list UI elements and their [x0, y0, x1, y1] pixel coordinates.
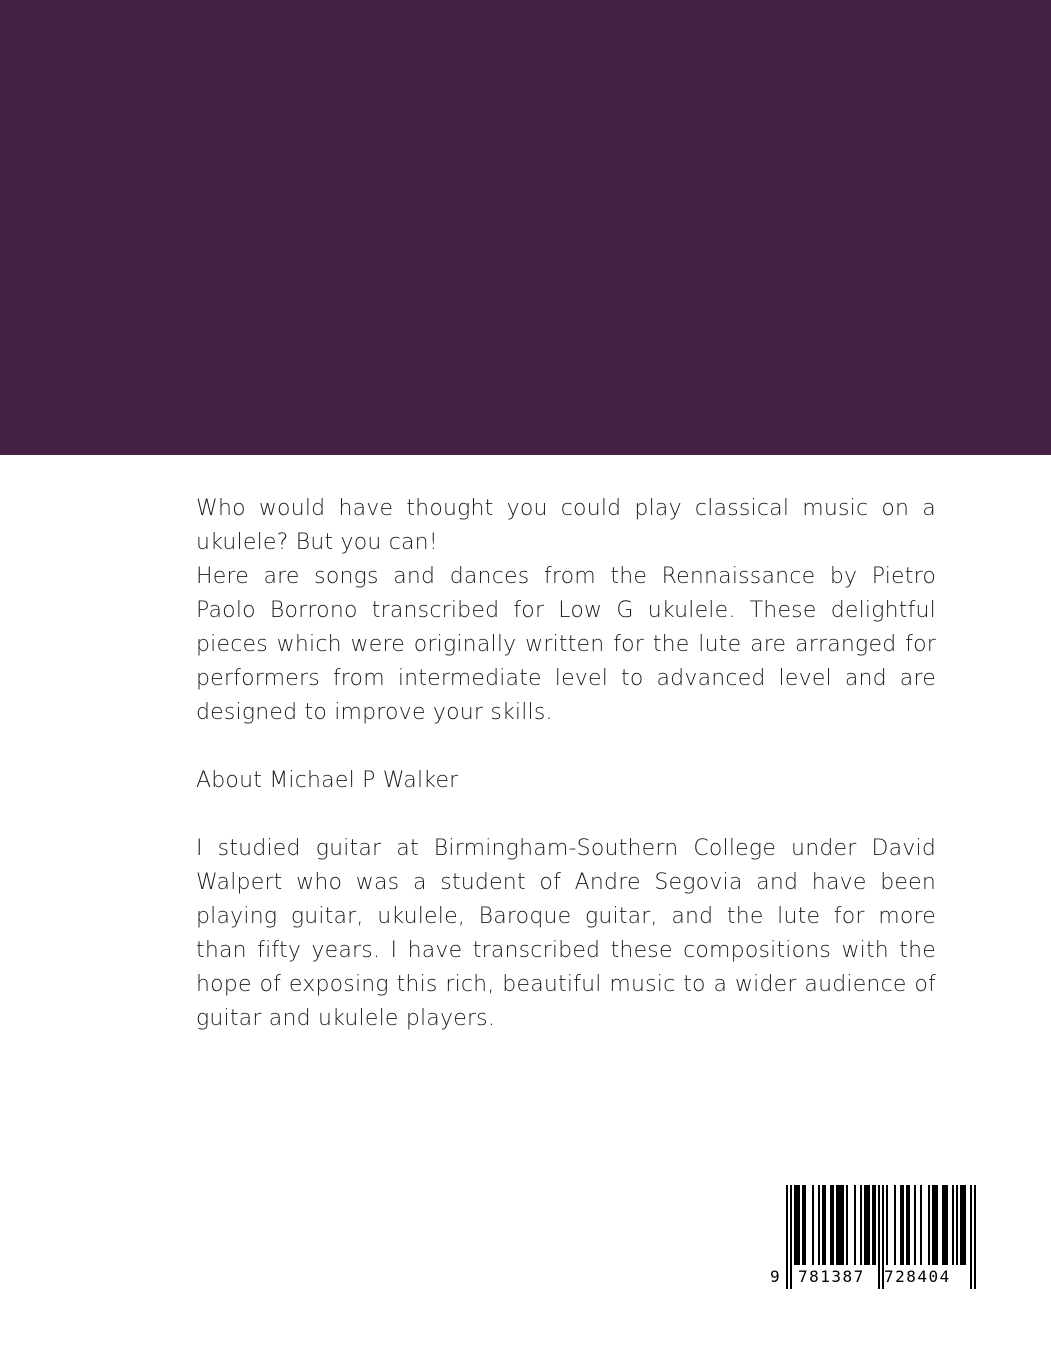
barcode-bar: [960, 1185, 962, 1265]
barcode-right-digits: 728404: [884, 1267, 951, 1286]
barcode-bar: [936, 1185, 938, 1265]
barcode-bar: [952, 1185, 954, 1265]
barcode-bar: [920, 1185, 922, 1265]
barcode-bar: [956, 1185, 958, 1265]
barcode-bar: [830, 1185, 832, 1265]
barcode-bar: [832, 1185, 834, 1265]
barcode-bar: [812, 1185, 814, 1265]
barcode-bar: [822, 1185, 824, 1265]
barcode-bar: [894, 1185, 896, 1265]
barcode-bar: [796, 1185, 798, 1265]
back-cover-text: [196, 492, 936, 1036]
barcode-bar: [860, 1185, 862, 1265]
barcode-bar: [900, 1185, 902, 1265]
barcode-bar: [934, 1185, 936, 1265]
barcode-bar: [932, 1185, 934, 1265]
barcode-bar: [942, 1185, 944, 1265]
barcode-first-digit: 9: [770, 1267, 780, 1286]
barcode-bar: [824, 1185, 826, 1265]
barcode-left-digits: 781387: [798, 1267, 865, 1286]
barcode-bar: [802, 1185, 804, 1265]
barcode-bar: [874, 1185, 876, 1265]
barcode-bar: [854, 1185, 856, 1265]
barcode-bar: [928, 1185, 930, 1265]
barcode-bar: [902, 1185, 904, 1265]
barcode-bar: [840, 1185, 842, 1265]
about-heading: About Michael P Walker: [196, 768, 459, 793]
intro-paragraph: Who would have thought you could play classical music on a ukulele? But you can!: [196, 496, 936, 555]
barcode-bar: [864, 1185, 866, 1265]
barcode-bar: [794, 1185, 796, 1265]
barcode-bar: [838, 1185, 840, 1265]
barcode-bar: [842, 1185, 844, 1265]
isbn-barcode: [770, 1185, 982, 1289]
barcode-bar: [908, 1185, 910, 1265]
barcode-bar: [836, 1185, 838, 1265]
barcode-bar: [944, 1185, 946, 1265]
barcode-bar: [866, 1185, 868, 1265]
cover-color-band: [0, 0, 1051, 455]
barcode-bar: [906, 1185, 908, 1265]
barcode-bar: [886, 1185, 888, 1265]
barcode-bar: [868, 1185, 870, 1265]
bio-paragraph: I studied guitar at Birmingham-Southern College under David Walpert who was a student of Andre Segovia and have been playing guitar, ukulele, Baroque guitar, and the lute for more than fifty years. I have transcribed these compositions with the hope of exposing this rich, beautiful music to a wider audience of guitar and ukulele players.: [196, 836, 936, 1031]
barcode-bar: [946, 1185, 948, 1265]
barcode-bar: [872, 1185, 874, 1265]
barcode-bar: [962, 1185, 964, 1265]
barcode-bar: [804, 1185, 806, 1265]
barcode-bar: [798, 1185, 800, 1265]
barcode-bar: [846, 1185, 848, 1265]
description-paragraph: Here are songs and dances from the Rennaissance by Pietro Paolo Borrono transcribed for Low G ukulele. These delightful pieces which were originally written for the lute are arranged for performers from intermediate level to advanced level and are designed to improve your skills.: [196, 564, 936, 725]
barcode-bar: [818, 1185, 820, 1265]
barcode-bar: [964, 1185, 966, 1265]
barcode-bar: [914, 1185, 916, 1265]
